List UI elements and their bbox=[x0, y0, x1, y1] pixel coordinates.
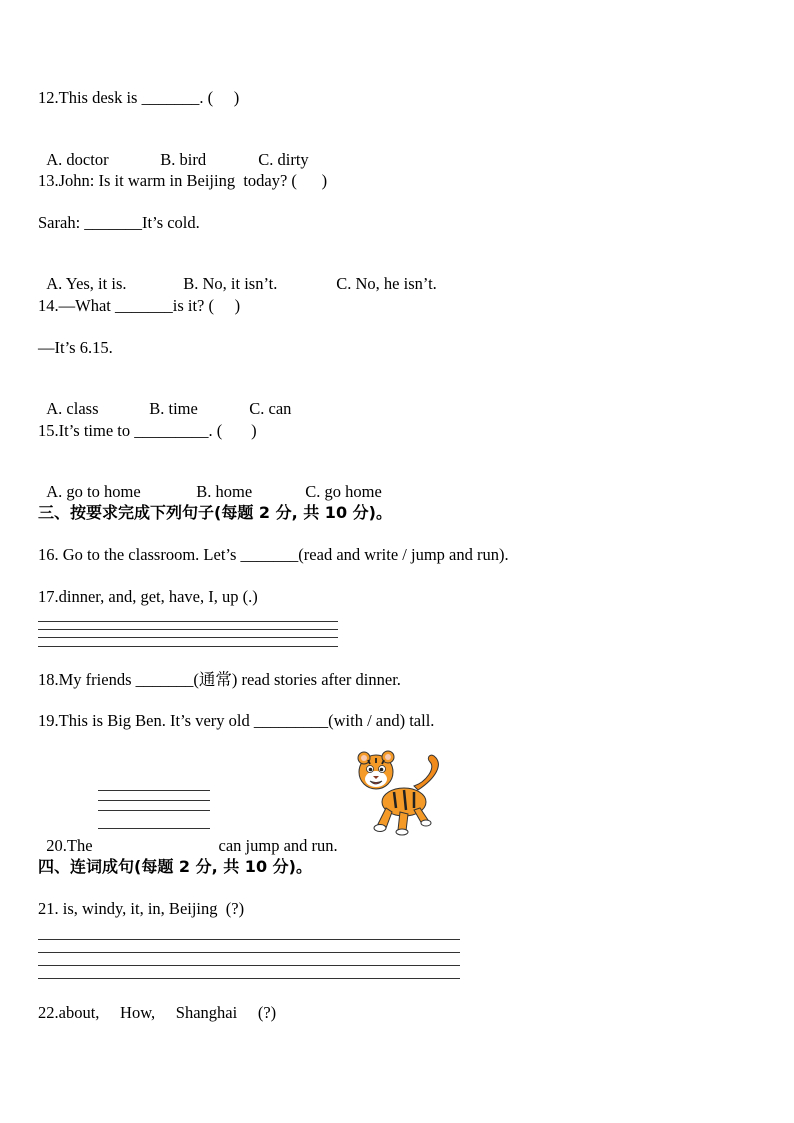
q14-option-c: C. can bbox=[249, 399, 292, 418]
section3-title: 三、按要求完成下列句子(每题 2 分, 共 10 分)。 bbox=[38, 503, 392, 522]
q12-option-a: A. doctor bbox=[46, 150, 109, 169]
tiger-icon bbox=[356, 750, 446, 836]
q17-stem: 17.dinner, and, get, have, I, up (.) bbox=[38, 587, 258, 606]
q15-stem: 15.It’s time to _________. ( ) bbox=[38, 421, 257, 440]
section4-title: 四、连词成句(每题 2 分, 共 10 分)。 bbox=[38, 857, 312, 876]
q20-suffix: can jump and run. bbox=[218, 836, 338, 855]
q14-option-a: A. class bbox=[46, 399, 99, 418]
q14-options bbox=[38, 379, 291, 419]
q12-option-b: B. bird bbox=[160, 150, 207, 169]
q15-option-c: C. go home bbox=[305, 482, 382, 501]
q14-stem: 14.—What _______is it? ( ) bbox=[38, 296, 241, 315]
q14-option-b: B. time bbox=[149, 399, 198, 418]
q22-stem: 22.about, How, Shanghai (?) bbox=[38, 1003, 277, 1022]
q13-options bbox=[38, 254, 437, 294]
q12-options bbox=[38, 130, 309, 170]
q12-option-c: C. dirty bbox=[258, 150, 309, 169]
q15-options bbox=[38, 462, 382, 502]
q14-reply: —It’s 6.15. bbox=[38, 338, 113, 357]
q16-stem: 16. Go to the classroom. Let’s _______(read and write / jump and run). bbox=[38, 545, 509, 564]
q12-stem: 12.This desk is _______. ( ) bbox=[38, 88, 240, 107]
q20-line bbox=[38, 816, 338, 856]
q13-option-c: C. No, he isn’t. bbox=[336, 274, 437, 293]
q18-stem: 18.My friends _______(通常) read stories after dinner. bbox=[38, 670, 401, 689]
q13-option-a: A. Yes, it is. bbox=[46, 274, 127, 293]
q21-stem: 21. is, windy, it, in, Beijing (?) bbox=[38, 899, 245, 918]
q13-option-b: B. No, it isn’t. bbox=[183, 274, 278, 293]
q15-option-a: A. go to home bbox=[46, 482, 141, 501]
q20-prefix: 20.The bbox=[46, 836, 93, 855]
q13-stem: 13.John: Is it warm in Beijing today? ( ) bbox=[38, 171, 328, 190]
q15-option-b: B. home bbox=[196, 482, 253, 501]
q13-reply: Sarah: _______It’s cold. bbox=[38, 213, 200, 232]
q19-stem: 19.This is Big Ben. It’s very old _________(with / and) tall. bbox=[38, 711, 435, 730]
